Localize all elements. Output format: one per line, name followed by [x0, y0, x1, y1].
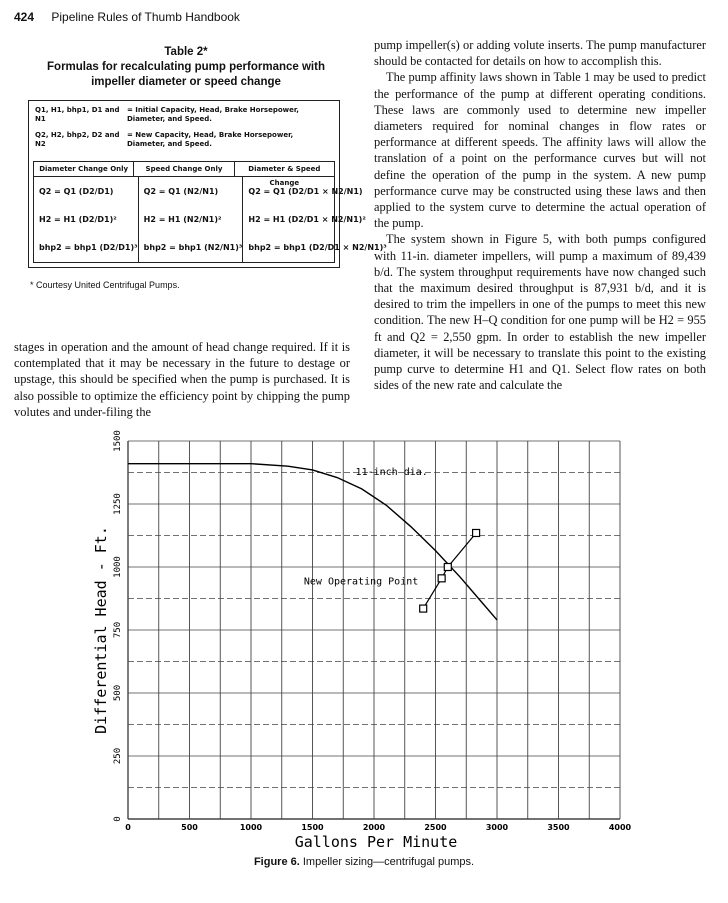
- right-paragraph-2: The pump affinity laws shown in Table 1 may be used to predict the performance of the pump at different operating conditions. These laws are commonly used to determine new impeller diameters required for nominal changes in flow rates or performance at different speeds. The affinity laws will allow the translation of a point on the performance curves but will not define the operation of the pump in the system. A new pump performance curve may be constructed using these laws and then applied to the system curve to determine the actual operation of the pump.: [374, 70, 706, 231]
- running-title: Pipeline Rules of Thumb Handbook: [51, 10, 240, 24]
- x-tick-label: 4000: [608, 823, 632, 832]
- formula-bhp-both: bhp2 = bhp1 (D2/D1 × N2/N1)³: [248, 243, 387, 253]
- x-tick-label: 1000: [239, 823, 263, 832]
- definition-initial-vars: Q1, H1, bhp1, D1 and N1: [35, 106, 120, 123]
- left-paragraph: stages in operation and the amount of head change required. If it is contemplated that it may be necessary in the future to destage or upstage, this should be specified when the pump is purchased. It is also possible to optimize the efficiency point by chipping the pump volutes and under-filing the: [14, 340, 350, 419]
- definition-initial-text: = Initial Capacity, Head, Brake Horsepower, Diameter, and Speed.: [127, 106, 299, 123]
- formula-grid-header: [34, 162, 334, 187]
- annotation-11-inch: 11-inch dia.: [355, 467, 428, 479]
- table-title-line1: Formulas for recalculating pump performance with: [47, 61, 325, 73]
- page-header: [14, 10, 240, 24]
- x-tick-label: 3500: [547, 823, 570, 832]
- table-title-line2: impeller diameter or speed change: [91, 76, 281, 88]
- formula-h-speed: H2 = H1 (N2/N1)²: [143, 214, 222, 224]
- formula-q-both: Q2 = Q1 (D2/D1 × N2/N1): [248, 186, 363, 196]
- x-tick-label: 3000: [485, 823, 509, 832]
- operating-point-marker: [473, 529, 480, 536]
- annotation-new-operating-point: New Operating Point: [303, 576, 419, 588]
- x-tick-label: 1500: [301, 823, 324, 832]
- x-tick-label: 2500: [424, 823, 447, 832]
- formula-q-diameter: Q2 = Q1 (D2/D1): [39, 186, 114, 196]
- formula-h-diameter: H2 = H1 (D2/D1)²: [39, 214, 117, 224]
- formula-bhp-diameter: bhp2 = bhp1 (D2/D1)³: [39, 243, 138, 253]
- x-tick-label: 2000: [362, 823, 386, 832]
- figure-caption: [0, 856, 728, 868]
- col-header-speed: Speed Change Only: [134, 162, 234, 176]
- y-tick-label: 1250: [113, 493, 123, 515]
- operating-point-marker: [444, 564, 451, 571]
- right-column-text: [374, 37, 706, 393]
- y-tick-label: 0: [113, 816, 123, 822]
- formula-table: [28, 100, 387, 268]
- table-label: Table 2*: [164, 46, 208, 58]
- x-axis-title: Gallons Per Minute: [294, 833, 458, 851]
- definition-new-vars: Q2, H2, bhp2, D2 and N2: [35, 131, 120, 148]
- y-tick-label: 750: [113, 621, 123, 639]
- formula-definitions: [29, 101, 339, 149]
- formula-h-both: H2 = H1 (D2/D1 × N2/N1)²: [248, 214, 366, 224]
- definition-new: [35, 131, 333, 149]
- table-footnote: * Courtesy United Centrifugal Pumps.: [30, 280, 180, 290]
- x-tick-label: 500: [181, 823, 198, 832]
- right-paragraph-3: The system shown in Figure 5, with both pumps configured with 11-in. diameter impellers, will pump a maximum of 89,439 b/d. The system throughput requirements have now changed such that the maximum desired throughput is 87,931 b/d, and it is desired to trim the impellers in one of the pumps to meet this new condition. The new H–Q condition for one pump will be H2 = 955 ft and Q2 = 2,550 gpm. In order to establish the new impeller diameter, it will be necessary to translate this point to the existing pump curve to determine H1 and Q1. Select flow rates on both sides of the new rate and calculate the: [374, 232, 706, 393]
- formula-col-both: [243, 177, 386, 262]
- formula-grid: [33, 161, 387, 263]
- figure-caption-label: Figure 6.: [253, 856, 300, 868]
- y-tick-label: 1000: [113, 556, 123, 578]
- formula-grid-body: [34, 177, 387, 262]
- operating-point-line: [423, 533, 476, 609]
- y-tick-label: 250: [113, 747, 123, 765]
- y-axis-title: Differential Head - Ft.: [92, 526, 110, 734]
- operating-point-marker: [420, 605, 427, 612]
- formula-col-diameter: [34, 177, 139, 262]
- page-number: 424: [14, 10, 35, 24]
- y-tick-label: 1500: [113, 430, 123, 452]
- formula-col-speed: [139, 177, 244, 262]
- figure-caption-text: Impeller sizing—centrifugal pumps.: [302, 856, 475, 868]
- formula-bhp-speed: bhp2 = bhp1 (N2/N1)³: [143, 243, 243, 253]
- formula-q-speed: Q2 = Q1 (N2/N1): [143, 186, 219, 196]
- col-header-diameter: Diameter Change Only: [34, 162, 134, 176]
- pump-curve-11-inch: [128, 464, 497, 620]
- definition-initial: [35, 106, 333, 124]
- x-tick-label: 0: [125, 823, 131, 832]
- operating-point-marker: [438, 575, 445, 582]
- table-title: [22, 45, 350, 90]
- y-tick-label: 500: [113, 684, 123, 702]
- col-header-both: Diameter & Speed Change: [248, 165, 321, 187]
- definition-new-text: = New Capacity, Head, Brake Horsepower, Diameter, and Speed.: [127, 131, 294, 148]
- right-paragraph-1: pump impeller(s) or adding volute inserts. The pump manufacturer should be contacted for details on how to accomplish this.: [374, 38, 706, 69]
